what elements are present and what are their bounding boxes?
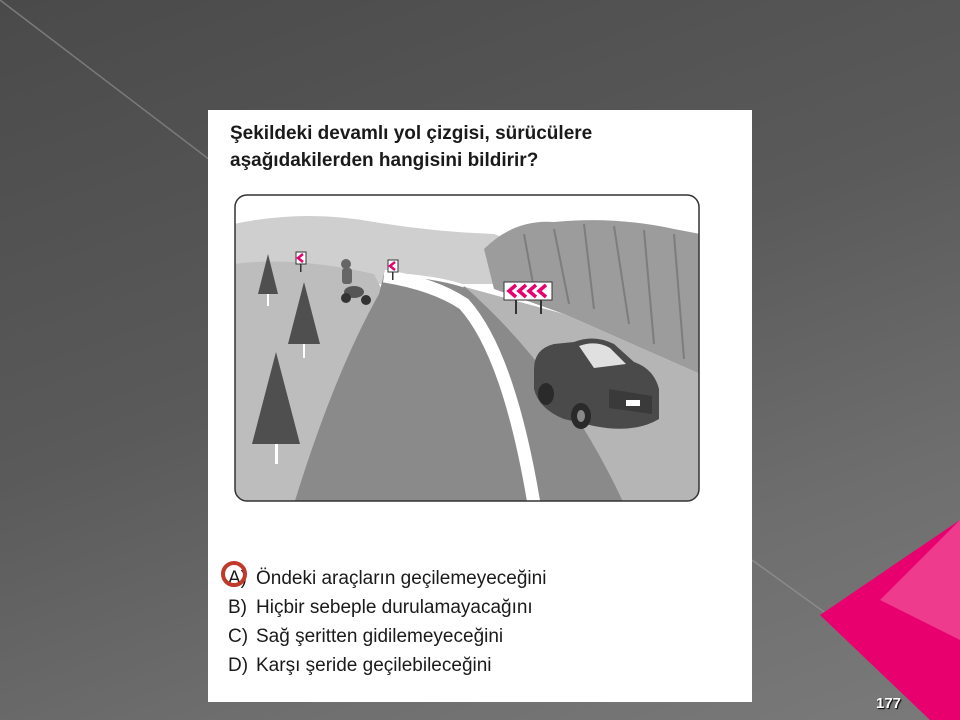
- option-letter: C): [228, 626, 249, 647]
- option-c[interactable]: [228, 622, 728, 651]
- answer-options: [228, 564, 728, 680]
- option-text: Hiçbir sebeple durulamayacağını: [256, 597, 533, 618]
- option-text: Sağ şeritten gidilemeyeceğini: [256, 626, 504, 647]
- question-card: [208, 110, 752, 702]
- option-d[interactable]: [228, 651, 728, 680]
- option-text: Karşı şeride geçilebileceğini: [256, 655, 492, 676]
- diagonal-line-top: [0, 0, 210, 160]
- question-line-2: aşağıdakilerden hangisini bildirir?: [230, 150, 539, 171]
- option-letter: B): [228, 597, 247, 618]
- option-letter: D): [228, 655, 249, 676]
- question-line-1: Şekildeki devamlı yol çizgisi, sürücülere: [230, 123, 593, 144]
- road-illustration: [234, 194, 700, 504]
- option-b[interactable]: [228, 593, 728, 622]
- selected-answer-circle: [221, 561, 247, 587]
- slide-number: 177: [876, 695, 902, 712]
- option-a[interactable]: [228, 564, 728, 593]
- option-letter: A): [228, 568, 247, 589]
- option-text: Öndeki araçların geçilemeyeceğini: [256, 568, 547, 589]
- question-text: [230, 120, 740, 174]
